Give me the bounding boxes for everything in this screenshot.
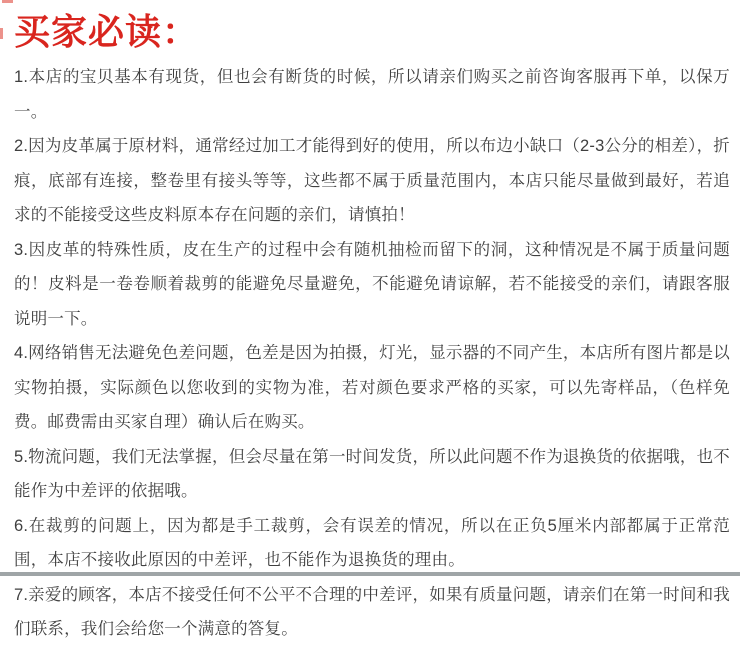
notice-paragraph-3: 3.因皮革的特殊性质，皮在生产的过程中会有随机抽检而留下的洞，这种情况是不属于质量问题的！皮料是一卷卷顺着裁剪的能避免尽量避免，不能避免请谅解，若不能接受的亲们，请跟客服说明一下。 (14, 240, 730, 328)
notice-paragraph-6: 6.在裁剪的问题上，因为都是手工裁剪，会有误差的情况，所以在正负5厘米内部都属于正常范围，本店不接收此原因的中差评，也不能作为退换货的理由。 (14, 516, 730, 569)
notice-body (14, 60, 730, 647)
notice-paragraph-5: 5.物流问题，我们无法掌握，但会尽量在第一时间发货，所以此问题不作为退换货的依据哦，也不能作为中差评的依据哦。 (14, 447, 730, 500)
crop-artifact-mark-top (2, 0, 13, 3)
bottom-divider-bar (0, 572, 740, 576)
crop-artifact-mark-left (0, 28, 3, 39)
page-title: 买家必读： (14, 11, 200, 52)
notice-paragraph-2: 2.因为皮革属于原材料，通常经过加工才能得到好的使用，所以布边小缺口（2-3公分的相差），折痕，底部有连接，整卷里有接头等等，这些都不属于质量范围内，本店只能尽量做到最好，若追求的不能接受这些皮料原本存在问题的亲们，请慎拍！ (14, 137, 730, 224)
notice-paragraph-4: 4.网络销售无法避免色差问题，色差是因为拍摄，灯光，显示器的不同产生，本店所有图片都是以实物拍摄，实际颜色以您收到的实物为准，若对颜色要求严格的买家，可以先寄样品，（色样免费。邮费需由买家自理）确认后在购买。 (14, 344, 730, 431)
notice-paragraph-1: 1.本店的宝贝基本有现货，但也会有断货的时候，所以请亲们购买之前咨询客服再下单，以保万一。 (14, 68, 730, 121)
notice-paragraph-7: 7.亲爱的顾客，本店不接受任何不公平不合理的中差评，如果有质量问题，请亲们在第一时间和我们联系，我们会给您一个满意的答复。 (14, 585, 730, 638)
